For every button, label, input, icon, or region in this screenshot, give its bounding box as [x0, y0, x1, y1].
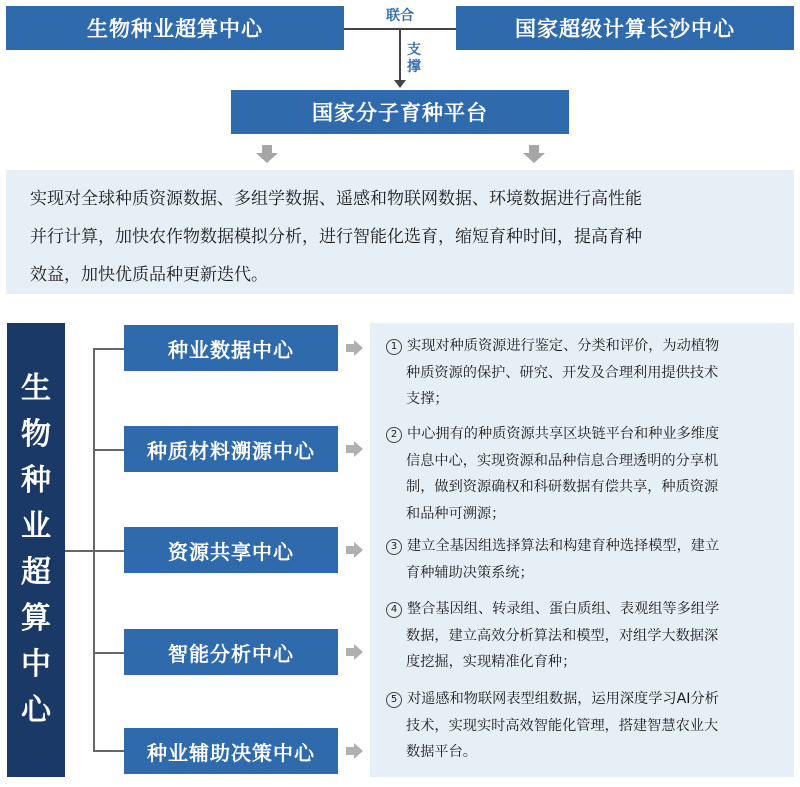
down-arrow-right-stem	[529, 145, 539, 153]
vertical-title-char: 心	[21, 693, 51, 728]
description-3	[386, 533, 782, 586]
down-arrow-left-icon	[256, 153, 278, 163]
summary-line: 实现对全球种质资源数据、多组学数据、遥感和物联网数据、环境数据进行高性能	[30, 189, 642, 209]
circled-number: 1	[386, 339, 402, 355]
description-line	[386, 533, 782, 560]
vertical-title-char: 中	[21, 647, 51, 682]
description-line	[386, 333, 782, 360]
circled-number: 2	[386, 427, 402, 443]
right-arrow-stem	[346, 546, 354, 554]
description-5	[386, 686, 782, 766]
intelligent-analysis-center-box: 智能分析中心	[124, 629, 338, 675]
vertical-title-char: 算	[21, 601, 51, 636]
description-line: 和品种可溯源；	[406, 505, 506, 522]
summary-text	[30, 180, 778, 294]
molecular-breeding-platform-box: 国家分子育种平台	[231, 90, 569, 134]
description-line: 制，做到资源确权和科研数据有偿共享，种质资源	[406, 479, 719, 495]
right-arrow-stem	[346, 747, 354, 755]
description-1	[386, 333, 782, 413]
description-text: 建立全基因组选择算法和构建育种选择模型，建立	[407, 538, 720, 554]
seed-data-center-box: 种业数据中心	[124, 325, 338, 371]
summary-line: 并行计算，加快农作物数据模拟分析，进行智能化选育，缩短育种时间，提高育种	[30, 227, 642, 247]
vertical-title-char: 生	[21, 371, 51, 406]
description-line	[386, 421, 782, 448]
right-arrow-stem	[346, 445, 354, 453]
description-line	[386, 686, 782, 713]
description-line: 度挖掘，实现精准化育种；	[406, 654, 577, 670]
description-text: 对遥感和物联网表型组数据，运用深度学习AI分析	[407, 691, 719, 707]
down-arrow-right-icon	[523, 153, 545, 163]
germplasm-traceability-center-box: 种质材料溯源中心	[124, 426, 338, 472]
vertical-title	[7, 323, 65, 777]
support-label	[402, 42, 426, 76]
description-line	[386, 596, 782, 623]
national-supercomputing-changsha-box: 国家超级计算长沙中心	[456, 6, 794, 50]
support-label-char-1: 支	[407, 42, 421, 58]
description-text: 整合基因组、转录组、蛋白质组、表观组等多组学	[407, 601, 720, 617]
connector-branch	[93, 652, 124, 654]
support-line	[399, 29, 401, 81]
description-line: 育种辅助决策系统；	[406, 564, 534, 581]
description-line: 种质资源的保护、研究、开发及合理利用提供技术	[406, 364, 719, 381]
circled-number: 5	[386, 692, 402, 708]
support-arrow-head	[394, 80, 406, 88]
description-line: 信息中心，实现资源和品种信息合理透明的分享机	[406, 452, 719, 469]
connector-branch	[93, 348, 124, 350]
right-arrow-icon	[354, 743, 363, 759]
down-arrow-left-stem	[262, 145, 272, 153]
description-line: 支撑；	[406, 391, 449, 407]
connector-branch	[93, 449, 124, 451]
decision-support-center-box: 种业辅助决策中心	[124, 728, 338, 774]
circled-number: 4	[386, 602, 402, 618]
right-arrow-stem	[346, 648, 354, 656]
right-arrow-stem	[346, 344, 354, 352]
vertical-title-char: 种	[21, 463, 51, 498]
description-text: 中心拥有的种质资源共享区块链平台和种业多维度	[407, 426, 720, 442]
support-label-char-2: 撑	[407, 59, 421, 75]
vertical-title-char: 物	[21, 417, 51, 452]
connector-branch	[93, 750, 124, 752]
right-arrow-icon	[354, 644, 363, 660]
connector-main-horizontal	[65, 550, 94, 552]
vertical-title-char: 超	[21, 555, 51, 590]
right-arrow-icon	[354, 441, 363, 457]
right-arrow-icon	[354, 542, 363, 558]
description-line: 技术，实现实时高效智能化管理，搭建智慧农业大	[406, 717, 719, 734]
description-4	[386, 596, 782, 676]
description-text: 实现对种质资源进行鉴定、分类和评价，为动植物	[407, 338, 720, 354]
summary-line: 效益，加快优质品种更新迭代。	[30, 265, 268, 285]
vertical-title-char: 业	[21, 509, 51, 544]
connector-branch	[93, 550, 124, 552]
link-label: 联合	[386, 8, 414, 24]
supercomputing-center-box: 生物种业超算中心	[6, 6, 344, 50]
resource-sharing-center-box: 资源共享中心	[124, 527, 338, 573]
description-2	[386, 421, 782, 527]
description-line: 数据平台。	[406, 744, 477, 760]
description-line: 数据，建立高效分析算法和模型，对组学大数据深	[406, 627, 719, 644]
circled-number: 3	[386, 539, 402, 555]
right-arrow-icon	[354, 340, 363, 356]
